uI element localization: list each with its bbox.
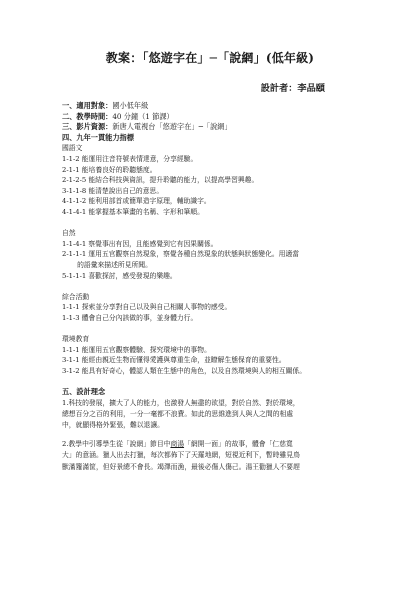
- indicator-item: 3-1-1-8 能清楚說出自己的意思。: [62, 186, 164, 195]
- group-heading: 自然: [62, 229, 76, 238]
- indicator-item: 3-1-2 能具有好奇心，體認人類在生態中的角色，以及自然環境與人的相互關係。: [62, 366, 307, 375]
- group-nature: [62, 228, 368, 281]
- group-heading: 環境教育: [62, 335, 90, 344]
- indicator-item: 2-1-1 能培養良好的聆聽態度。: [62, 165, 157, 174]
- section5-heading: 五、設計理念: [62, 387, 106, 397]
- group-chinese: [62, 143, 368, 217]
- indicator-item: 1-1-2 能運用注音符號表情達意，分享經驗。: [62, 154, 198, 163]
- group-heading: 綜合活動: [62, 292, 90, 301]
- indicator-item: 2-1-1-1 運用五官觀察自然現象，察覺各種自然現象的狀態與狀態變化。用適當: [62, 250, 300, 259]
- indicator-item: 5-1-1-1 喜歡探討，感受發現的樂趣。: [62, 271, 177, 280]
- indicator-item: 1-1-3 體會自己分內該做的事，並身體力行。: [62, 313, 198, 322]
- paragraph-line: 2.教學中引導學生從「說網」節目中商湯「網開一面」的故事，體會「仁慈寬: [62, 439, 293, 448]
- section4-heading: 四、九年一貫能力指標: [62, 132, 134, 142]
- paragraph-line: 總想百分之百的利用，一分一毫都不浪費。如此的思維進到人與人之間的相處: [62, 410, 294, 419]
- underlined-name: 商湯: [170, 439, 185, 448]
- indicator-item: 3-1-1 能經由親近生物而懂得愛護與尊重生命，並瞭解生態保育的重要性。: [62, 356, 286, 365]
- indicator-item: 4-1-1-2 能利用部首或簡單造字原理，輔助識字。: [62, 197, 211, 206]
- concept-paragraph-2: [62, 439, 368, 473]
- paragraph-line: 獸滿籮滿筐，但好景總不會長。竭澤而漁，最後必傷人傷己。湯王勸獵人不要趕: [62, 462, 300, 471]
- group-integrative: [62, 292, 368, 324]
- concept-paragraph-1: [62, 398, 368, 432]
- paragraph-line: 大」的意涵。獵人出去打獵，每次都佈下了天羅地網，短視近利下，暫時雖見鳥: [62, 451, 300, 460]
- meta-audience: 一、適用對象：國小低年級: [62, 101, 149, 110]
- indicator-item: 1-1-1 探索並分享對自己以及與自己相關人事物的感受。: [62, 303, 232, 312]
- document-body: [62, 101, 368, 473]
- indicator-item: 2-1-2-5 能結合科技與資訊，提升聆聽的能力，以提高學習興趣。: [62, 176, 259, 185]
- group-heading: 國語文: [62, 144, 83, 153]
- paragraph-line: 1.科技的發展，擴大了人的能力，也激發人無盡的欲望，對於自然、對於環境，: [62, 398, 300, 407]
- meta-video: 三、影片資源：新唐人電視台「悠遊字在」─「說網」: [62, 122, 232, 132]
- paragraph-line: 中，就顯得格外緊張，難以退讓。: [62, 421, 164, 430]
- meta-duration: 二、教學時間：40 分鐘（1 節課）: [62, 111, 174, 121]
- indicator-item: 1-1-4-1 察覺事出有因，且能感覺到它有因果關係。: [62, 239, 218, 248]
- indicator-item: 1-1-1 能運用五官觀察體驗、探究環境中的事物。: [62, 345, 211, 354]
- indicator-item: 4-1-4-1 能掌握基本筆畫的名稱、字形和筆順。: [62, 207, 204, 216]
- author-line: 設計者：李品頤: [260, 83, 325, 94]
- page-title: 教案：「悠遊字在」─「說網」(低年級): [105, 51, 315, 65]
- group-environment: [62, 334, 368, 376]
- indicator-item-continued: 的語彙來描述所見所聞。: [62, 260, 152, 269]
